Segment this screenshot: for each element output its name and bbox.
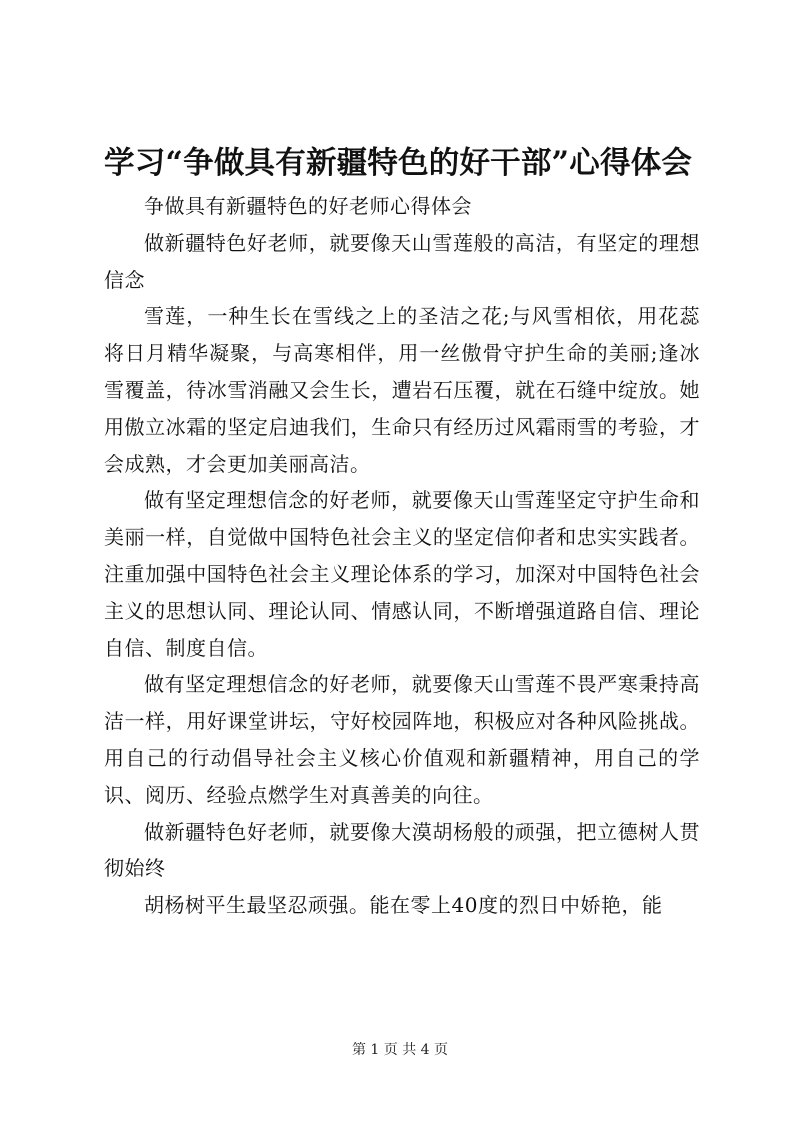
body-paragraph: 做新疆特色好老师，就要像大漠胡杨般的顽强，把立德树人贯彻始终 <box>104 819 700 881</box>
subtitle-paragraph: 争做具有新疆特色的好老师心得体会 <box>144 194 472 218</box>
body-paragraph: 做有坚定理想信念的好老师，就要像天山雪莲不畏严寒秉持高洁一样，用好课堂讲坛，守好校园阵地，积极应对各种风险挑战。用自己的行动倡导社会主义核心价值观和新疆精神，用自己的学识、阅历、经验点燃学生对真善美的向往。 <box>104 672 700 807</box>
body-paragraph: 胡杨树平生最坚忍顽强。能在零上40度的烈日中娇艳，能 <box>144 893 663 918</box>
page-number-footer: 第 1 页 共 4 页 <box>351 1042 449 1058</box>
body-paragraph: 做新疆特色好老师，就要像天山雪莲般的高洁，有坚定的理想信念 <box>104 230 700 292</box>
body-paragraph: 做有坚定理想信念的好老师，就要像天山雪莲坚定守护生命和美丽一样，自觉做中国特色社会主义的坚定信仰者和忠实实践者。注重加强中国特色社会主义理论体系的学习，加深对中国特色社会主义的思想认同、理论认同、情感认同，不断增强道路自信、理论自信、制度自信。 <box>104 488 700 660</box>
body-paragraph: 雪莲，一种生长在雪线之上的圣洁之花;与风雪相依，用花蕊将日月精华凝聚，与高寒相伴，用一丝傲骨守护生命的美丽;逢冰雪覆盖，待冰雪消融又会生长，遭岩石压覆，就在石缝中绽放。她用傲立冰霜的坚定启迪我们，生命只有经历过风霜雨雪的考验，才会成熟，才会更加美丽高洁。 <box>104 304 700 476</box>
document-body <box>104 188 700 924</box>
document-title: 学习“争做具有新疆特色的好干部”心得体会 <box>104 145 693 181</box>
